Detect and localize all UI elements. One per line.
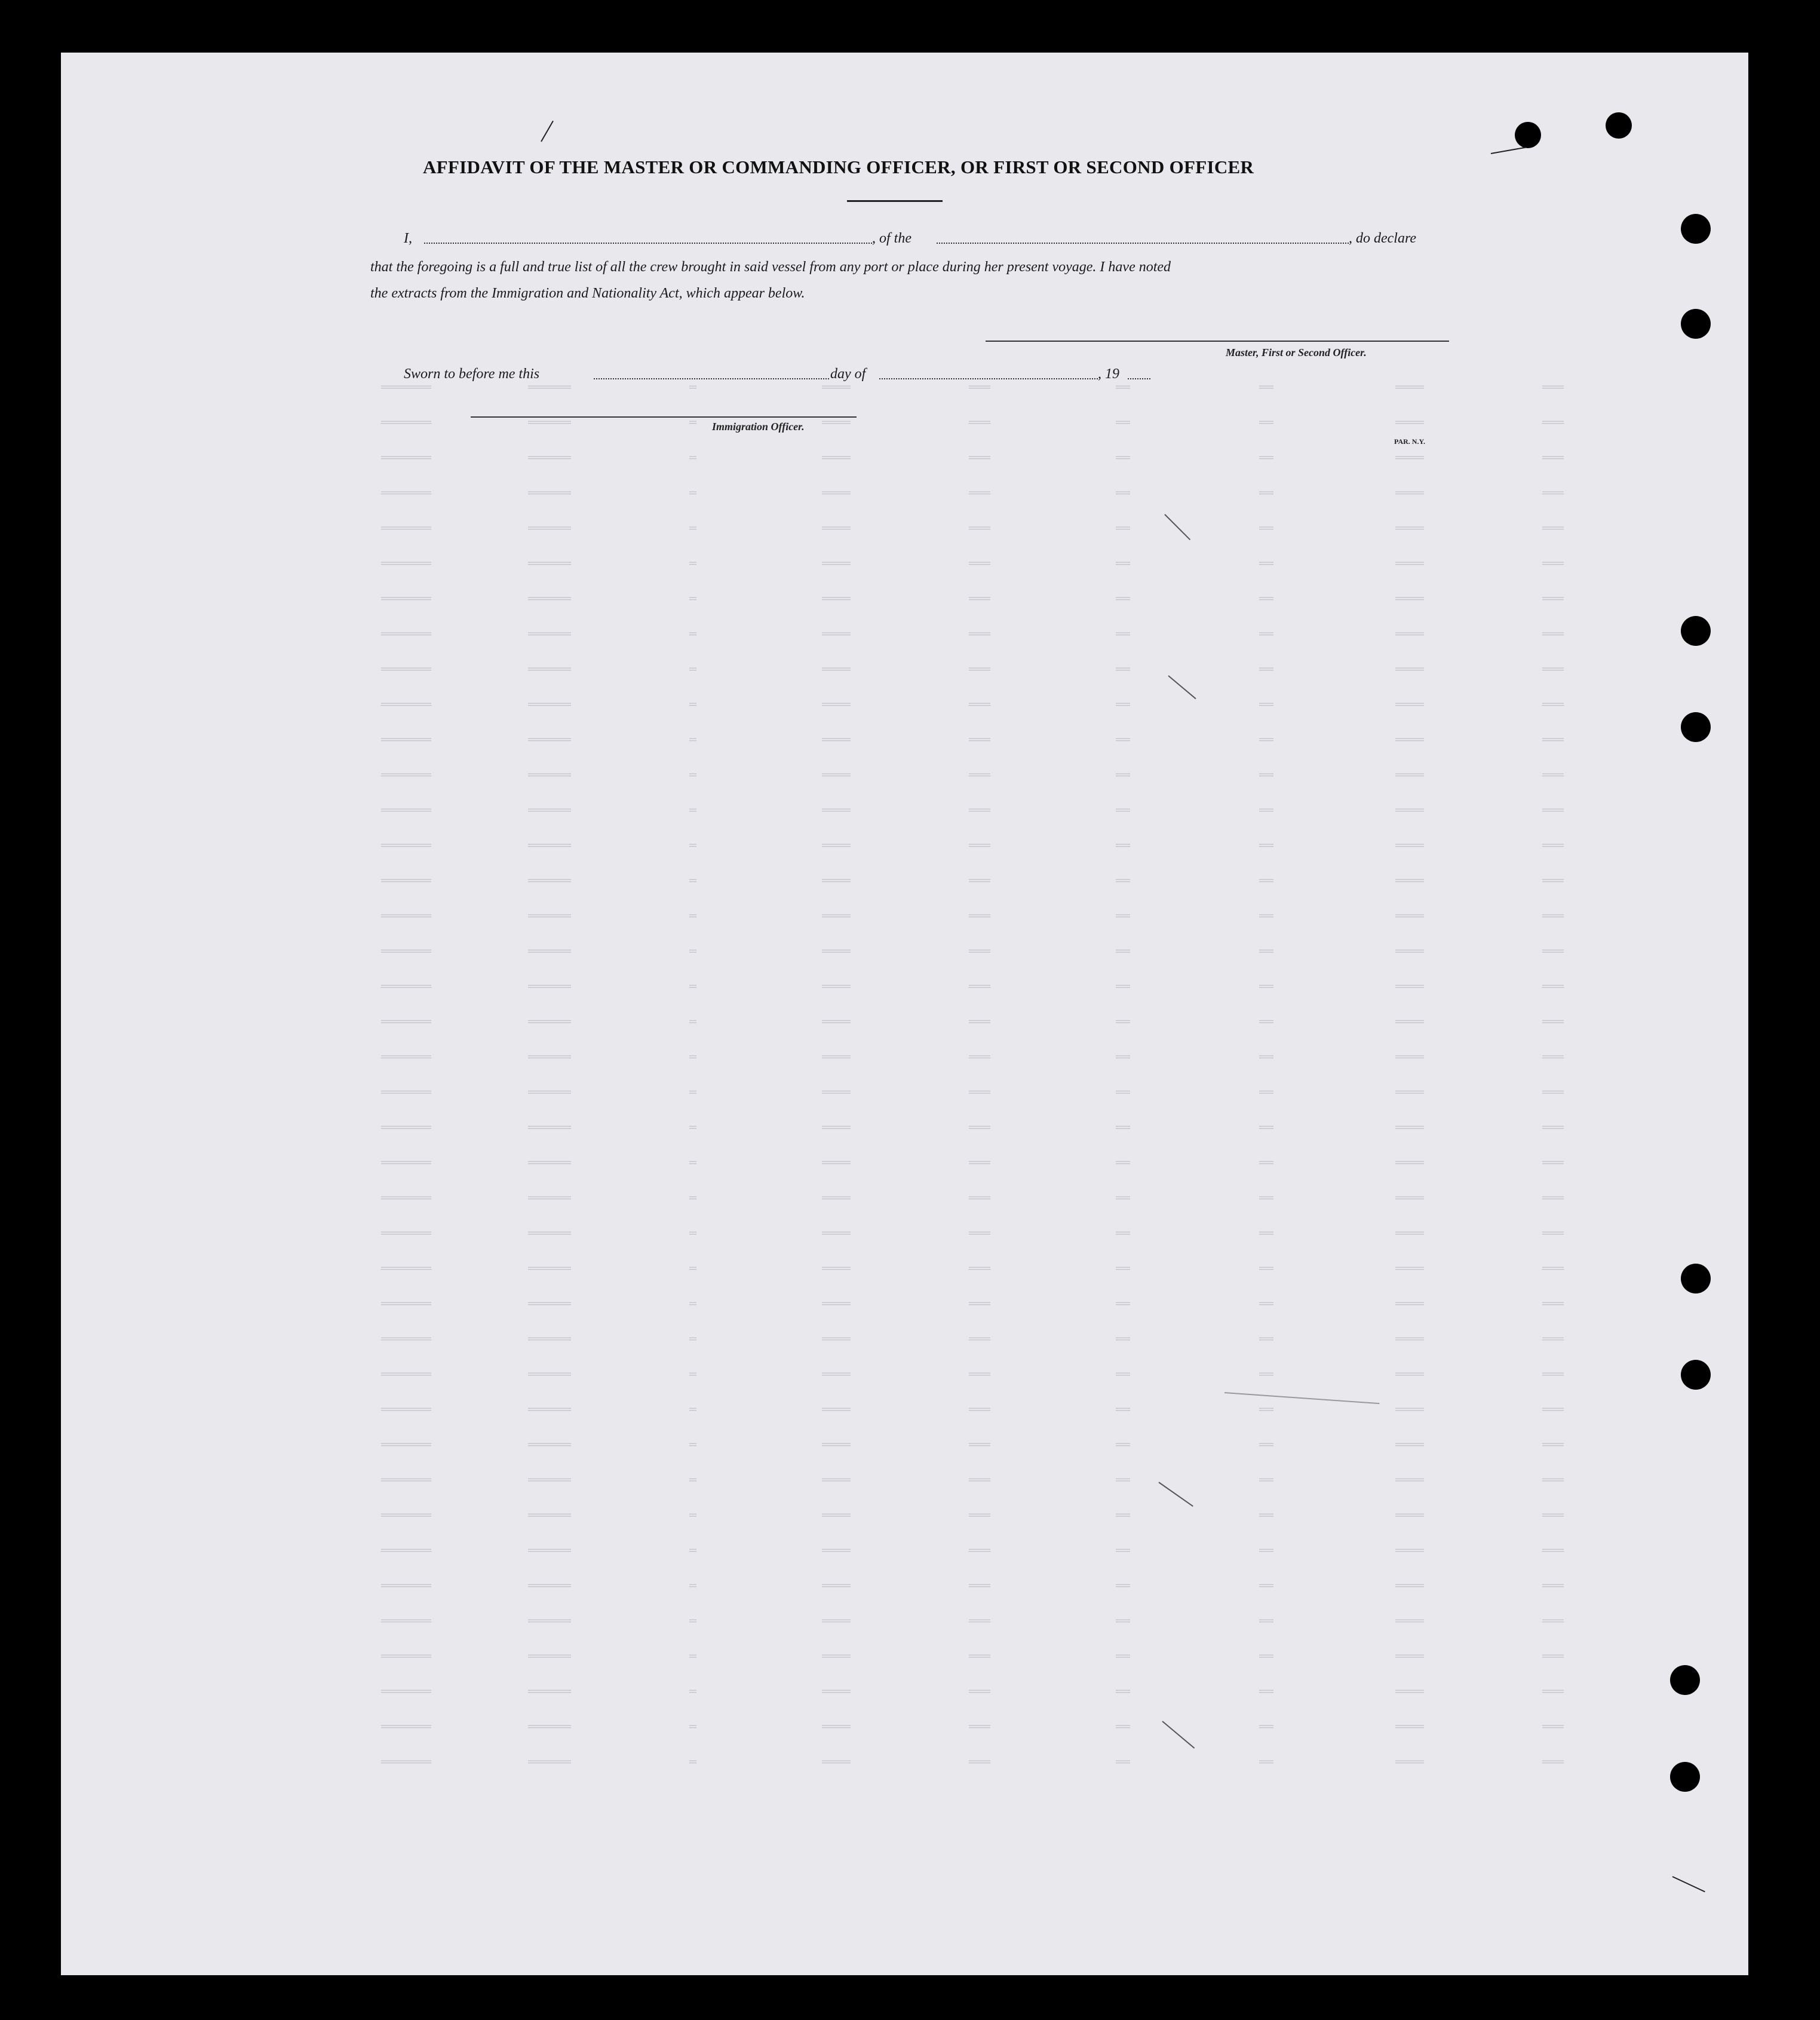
sworn-label: Sworn to before me this <box>404 366 540 382</box>
declaration-text-line1: that the foregoing is a full and true list of all the crew brought in said vessel from any port or place during her present voyage. I have noted <box>370 259 1171 275</box>
punch-hole <box>1681 712 1711 742</box>
declare-label: , do declare <box>1349 231 1417 246</box>
master-signature-field[interactable] <box>986 341 1449 342</box>
declarant-name-field[interactable] <box>424 243 872 244</box>
bleed-through-table: ═══ ════ ══ ══ ═══ ════ ═ ══════ ═══════ ═══ ════ ══ ══ ═══ ════ ═ ══════ ═══════ ═══ ════ ══ ══ ═══ ════ ═ ══════ ═══════ ═══ ════ ══ ══ ═══ ════ ═ ══════ ═══════ ═══ ════ ══ ══ ═══ ════ ═ ══════ ═══════ ═══ ════ ══ ══ ═══ ════ ═ ══════ ═══════ ═══ ════ ══ ══ ═══ ════ ═ ══════ ═══════ ═══ ════ ══ ══ ═══ ════ ═ ══════ ═══════ ═══ ════ ══ ══ ═══ ════ ═ ══════ ═══════ ═══ ════ ══ ══ ═══ ════ ═ ══════ ═══════ ═══ ════ ══ ══ ═══ ════ ═ ══════ ═══════ ═══ ════ ══ ══ ═══ ════ ═ ══════ ═══════ ═══ ════ ══ ══ ═══ ════ ═ ══════ ═══════ ═══ ════ ══ ══ ═══ ════ ═ ══════ ═══════ ═══ ════ ══ ══ ═══ ════ ═ ══════ ═══════ ═══ ════ ══ ══ ═══ ════ ═ ══════ ═══════ ═══ ════ ══ ══ ═══ ════ ═ ══════ ═══════ ═══ ════ ══ ══ ═══ ════ ═ ══════ ═══════ ═══ ════ ══ ══ ═══ ════ ═ ══════ ═══════ ═══ ════ ══ ══ ═══ ════ ═ ══════ ═══════ ═══ ════ ══ ══ ═══ ════ ═ ══════ ═══════ ═══ ════ ══ ══ ═══ ════ ═ ══════ ═══════ ═══ ════ ══ ══ ═══ ════ ═ ══════ ═══════ ═══ ════ ══ ══ ═══ ════ ═ ══════ ═══════ ═══ ════ ══ ══ ═══ ════ ═ ══════ ═══════ ═══ ════ ══ ══ ═══ ════ ═ ══════ ═══════ ═══ ════ ══ ══ ═══ ════ ═ ══════ ═══════ ═══ ════ ══ ══ ═══ ════ ═ ══════ ═══════ ═══ ════ ══ ══ ═══ ════ ═ ══════ ═══════ ═══ ════ ══ ══ ═══ ════ ═ ══════ ═══════ ═══ ════ ══ ══ ═══ ════ ═ ══════ ═══════ ═══ ════ ══ ══ ═══ ════ ═ ══════ ═══════ ═══ ════ ══ ══ ═══ ════ ═ ══════ ═══════ ═══ ════ ══ ══ ═══ ════ ═ ══════ ═══════ ═══ ════ ══ ══ ═══ ════ ═ ══════ ═══════ ═══ ════ ══ ══ ═══ ════ ═ ══════ ═══════ ═══ ════ ══ ══ ═══ ════ ═ ══════ ═══════ ═══ ════ ══ ══ ═══ ════ ═ ══════ ═══════ ═══ ════ ══ ══ ═══ ════ ═ ══════ ═══════ ═══ ════ ══ ══ ═══ ════ ═ ══════ ═══════ <box>381 381 1564 1770</box>
punch-hole <box>1670 1762 1700 1792</box>
punch-hole <box>1515 122 1541 148</box>
sworn-day-field[interactable] <box>594 378 829 379</box>
master-signature-caption: Master, First or Second Officer. <box>1226 347 1367 358</box>
vessel-of-label: , of the <box>872 231 911 246</box>
title-underline <box>847 200 943 202</box>
year-label: , 19 <box>1098 366 1119 382</box>
punch-hole <box>1681 1360 1711 1390</box>
punch-hole <box>1681 309 1711 339</box>
punch-hole <box>1681 1264 1711 1293</box>
declaration-text-line2: the extracts from the Immigration and Nationality Act, which appear below. <box>370 286 805 301</box>
vessel-name-field[interactable] <box>937 243 1349 244</box>
immigration-officer-caption: Immigration Officer. <box>712 421 805 433</box>
document-title: AFFIDAVIT OF THE MASTER OR COMMANDING OFFICER, OR FIRST OR SECOND OFFICER <box>423 157 1254 177</box>
punch-hole <box>1681 616 1711 646</box>
declarant-label: I, <box>404 231 412 246</box>
sworn-year-field[interactable] <box>1128 378 1150 379</box>
immigration-officer-signature-field[interactable] <box>471 416 857 418</box>
punch-hole <box>1606 112 1632 139</box>
form-code: PAR. N.Y. <box>1394 437 1426 446</box>
day-of-label: day of <box>830 366 866 382</box>
punch-hole <box>1670 1665 1700 1695</box>
punch-hole <box>1681 214 1711 244</box>
sworn-month-field[interactable] <box>879 378 1098 379</box>
